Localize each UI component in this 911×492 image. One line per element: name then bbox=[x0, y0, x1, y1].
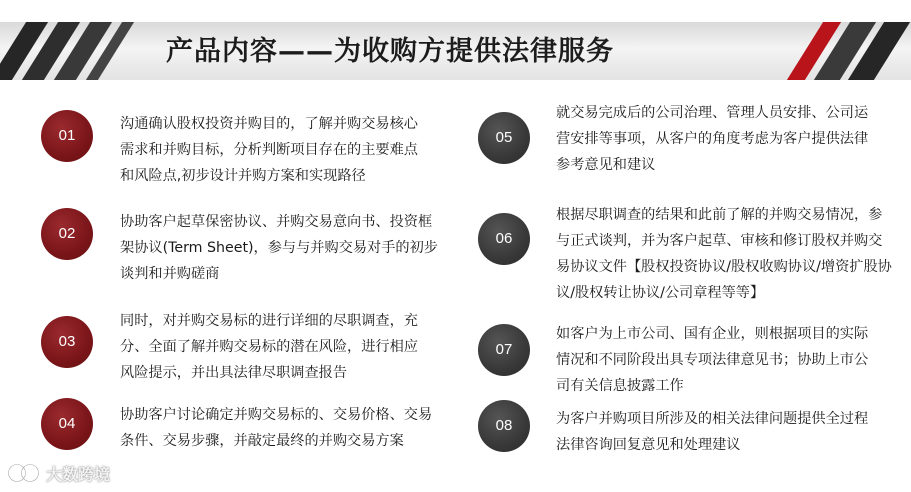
item-number-badge: 07 bbox=[478, 324, 530, 376]
item-text: 协助客户讨论确定并购交易标的、交易价格、交易条件、交易步骤，并敲定最终的并购交易方案 bbox=[120, 407, 433, 449]
watermark-logo-icon bbox=[8, 462, 42, 484]
item-text: 根据尽职调查的结果和此前了解的并购交易情况，参与正式谈判，并为客户起草、审核和修订股权并购交易协议文件【股权投资协议/股权收购协议/增资扩股协议/股权转让协议/公司章程等等】 bbox=[556, 207, 892, 301]
item-text: 如客户为上市公司、国有企业，则根据项目的实际情况和不同阶段出具专项法律意见书；协助上市公司有关信息披露工作 bbox=[556, 326, 869, 394]
item-number-badge: 05 bbox=[478, 112, 530, 164]
item-text: 同时，对并购交易标的进行详细的尽职调查，充分、全面了解并购交易标的潜在风险，进行相应风险提示，并出具法律尽职调查报告 bbox=[120, 313, 418, 381]
item-text: 协助客户起草保密协议、并购交易意向书、投资框架协议(Term Sheet)，参与与并购交易对手的初步谈判和并购磋商 bbox=[120, 214, 438, 282]
item-number-badge: 02 bbox=[41, 208, 93, 260]
item-number-badge: 04 bbox=[41, 398, 93, 450]
item-text: 沟通确认股权投资并购目的，了解并购交易核心需求和并购目标，分析判断项目存在的主要难点和风险点,初步设计并购方案和实现路径 bbox=[120, 116, 418, 184]
watermark-text: 大数跨境 bbox=[46, 464, 111, 484]
page-title: 产品内容——为收购方提供法律服务 bbox=[166, 36, 614, 67]
item-number-badge: 06 bbox=[478, 213, 530, 265]
watermark bbox=[8, 460, 110, 486]
header-banner bbox=[0, 0, 911, 82]
item-number-badge: 03 bbox=[41, 316, 93, 368]
item-text: 为客户并购项目所涉及的相关法律问题提供全过程法律咨询回复意见和处理建议 bbox=[556, 411, 869, 453]
item-number-badge: 01 bbox=[41, 110, 93, 162]
item-number-badge: 08 bbox=[478, 400, 530, 452]
item-text: 就交易完成后的公司治理、管理人员安排、公司运营安排等事项，从客户的角度考虑为客户提供法律参考意见和建议 bbox=[556, 105, 869, 173]
